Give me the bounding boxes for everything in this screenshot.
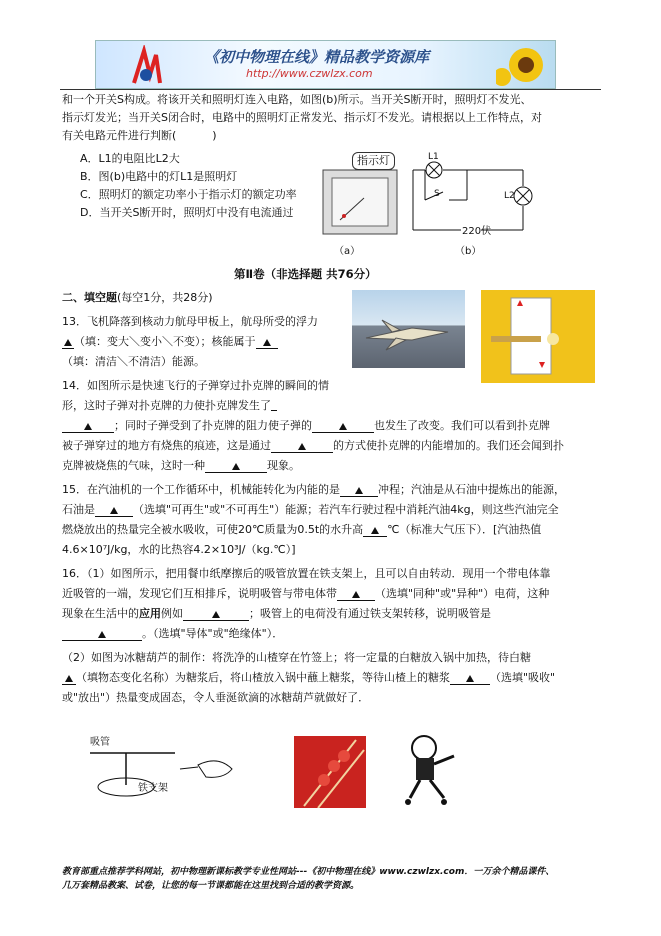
straw-label: 吸管 bbox=[90, 737, 110, 748]
sunflower-icon bbox=[496, 43, 554, 87]
q15-line4: 4.6×10⁷J/kg，水的比热容4.2×10³J/（kg.℃）] bbox=[62, 543, 296, 556]
straw-stand-figure bbox=[80, 735, 240, 805]
q12-option-d: D．当开关S断开时，照明灯中没有电流通过 bbox=[80, 206, 294, 219]
answer-blank[interactable] bbox=[450, 675, 490, 685]
aircraft-carrier-photo bbox=[352, 290, 465, 368]
header-banner bbox=[95, 40, 556, 89]
q15-line3: 燃烧放出的热量完全被水吸收，可使20℃质量为0.5t的水升高 ℃（标准大气压下）．[汽油热值 bbox=[62, 523, 542, 536]
footer-line1: 教育部重点推荐学科网站，初中物理新课标教学专业性网站---《初中物理在线》www.czwlzx.com．一万余个精品课件、 bbox=[62, 867, 555, 877]
section-heading: 二、填空题(每空1分，共28分) bbox=[62, 291, 213, 304]
figure-b-caption: （b） bbox=[455, 246, 482, 257]
logo-icon bbox=[126, 45, 166, 85]
q12-option-b: B．图(b)电路中的灯L1是照明灯 bbox=[80, 170, 238, 183]
q14-line2: 形，这时子弹对扑克牌的力使扑克牌发生了 bbox=[62, 398, 277, 414]
answer-blank[interactable] bbox=[183, 611, 249, 621]
q16-line3: 现象在生活中的应用例如 ；吸管上的电荷没有通过铁支架转移，说明吸管是 bbox=[62, 607, 491, 620]
stand-label: 铁支架 bbox=[138, 783, 168, 794]
answer-blank[interactable] bbox=[62, 423, 114, 433]
part2-heading: 第Ⅱ卷（非选择题 共76分） bbox=[234, 267, 377, 281]
answer-blank[interactable] bbox=[62, 631, 142, 641]
skater-cartoon bbox=[398, 732, 464, 810]
answer-blank[interactable] bbox=[337, 591, 375, 601]
playing-card-photo bbox=[481, 290, 595, 383]
answer-blank[interactable] bbox=[256, 339, 278, 349]
answer-blank[interactable] bbox=[363, 527, 387, 537]
q12-line2: 指示灯发光；当开关S闭合时，电路中的照明灯正常发光、指示灯不发光。请根据以上工作特点，对 bbox=[62, 111, 542, 124]
q16-line2: 近吸管的一端，发现它们互相排斥，说明吸管与带电体带 （选填"同种"或"异种"）电荷，这种 bbox=[62, 587, 550, 600]
q12-option-c: C．照明灯的额定功率小于指示灯的额定功率 bbox=[80, 188, 297, 201]
q14-line5: 克牌被烧焦的气味，这时一种 现象。 bbox=[62, 459, 300, 472]
answer-blank[interactable] bbox=[95, 507, 133, 517]
figure-a-switch bbox=[322, 150, 402, 240]
q13-line1: 13．飞机降落到核动力航母甲板上，航母所受的浮力 bbox=[62, 315, 318, 328]
q14-line1: 14．如图所示是快速飞行的子弹穿过扑克牌的瞬间的情 bbox=[62, 379, 329, 392]
q16-part2-line2: （填物态变化名称）为糖浆后，将山楂放入锅中蘸上糖浆，等待山楂上的糖浆 （选填"吸收" bbox=[62, 670, 555, 686]
q12-line3: 有关电路元件进行判断( ) bbox=[62, 129, 217, 142]
answer-blank[interactable] bbox=[340, 487, 378, 497]
circuit-voltage-label: 220伏 bbox=[462, 226, 492, 237]
q15-line2: 石油是 （选填"可再生"或"不可再生"）能源；若汽车行驶过程中消耗汽油4kg，则这些汽油完全 bbox=[62, 503, 559, 516]
q12-option-a: A．L1的电阻比L2大 bbox=[80, 152, 180, 165]
banner-url[interactable]: http://www.czwlzx.com bbox=[246, 67, 373, 80]
answer-blank[interactable] bbox=[312, 423, 374, 433]
q14-line3: ；同时子弹受到了扑克牌的阻力使子弹的 也发生了改变。我们可以看到扑克牌 bbox=[62, 418, 550, 434]
q14-line4: 被子弹穿过的地方有烧焦的痕迹，这是通过 的方式使扑克牌的内能增加的。我们还会闻到扑 bbox=[62, 439, 564, 452]
candied-hawthorn-icon bbox=[294, 736, 366, 808]
footer-line2: 几万套精品教案、试卷，让您的每一节课都能在这里找到合适的教学资源。 bbox=[62, 881, 360, 891]
banner-title: 《初中物理在线》精品教学资源库 bbox=[204, 48, 430, 66]
fighter-jet-icon bbox=[352, 290, 465, 368]
candied-hawthorn-photo bbox=[294, 736, 366, 808]
figure-a-caption: （a） bbox=[334, 246, 361, 257]
circuit-switch-label: S bbox=[434, 189, 440, 199]
bullet-card-icon bbox=[481, 290, 595, 383]
answer-blank[interactable] bbox=[62, 675, 76, 685]
circuit-l2-label: L2 bbox=[504, 191, 515, 201]
circuit-l1-label: L1 bbox=[428, 152, 439, 162]
q12-line1: 和一个开关S构成。将该开关和照明灯连入电路，如图(b)所示。当开关S断开时，照明灯不发光、 bbox=[62, 93, 532, 106]
skater-icon bbox=[398, 732, 464, 810]
q15-line1: 15．在汽油机的一个工作循环中，机械能转化为内能的是 冲程；汽油是从石油中提炼出的能源， bbox=[62, 483, 565, 496]
indicator-light-label: 指示灯 bbox=[352, 152, 395, 170]
answer-blank[interactable] bbox=[62, 339, 74, 349]
q16-part2-line3: 或"放出"）热量变成固态，令人垂涎欲滴的冰糖葫芦就做好了． bbox=[62, 691, 370, 704]
answer-blank[interactable] bbox=[205, 463, 267, 473]
answer-blank[interactable] bbox=[271, 443, 333, 453]
q16-line1: 16．（1）如图所示，把用餐巾纸摩擦后的吸管放置在铁支架上，且可以自由转动．现用一个带电体靠 bbox=[62, 567, 551, 580]
q16-line4: 。（选填"导体"或"绝缘体"）． bbox=[62, 626, 283, 642]
q13-line3: （填：清洁＼不清洁）能源。 bbox=[62, 355, 205, 368]
header-rule bbox=[60, 89, 601, 90]
q16-part2-line1: （2）如图为冰糖葫芦的制作：将洗净的山楂穿在竹签上；将一定量的白糖放入锅中加热，待白糖 bbox=[62, 651, 531, 664]
q13-line2: （填：变大＼变小＼不变）；核能属于 bbox=[62, 334, 278, 350]
